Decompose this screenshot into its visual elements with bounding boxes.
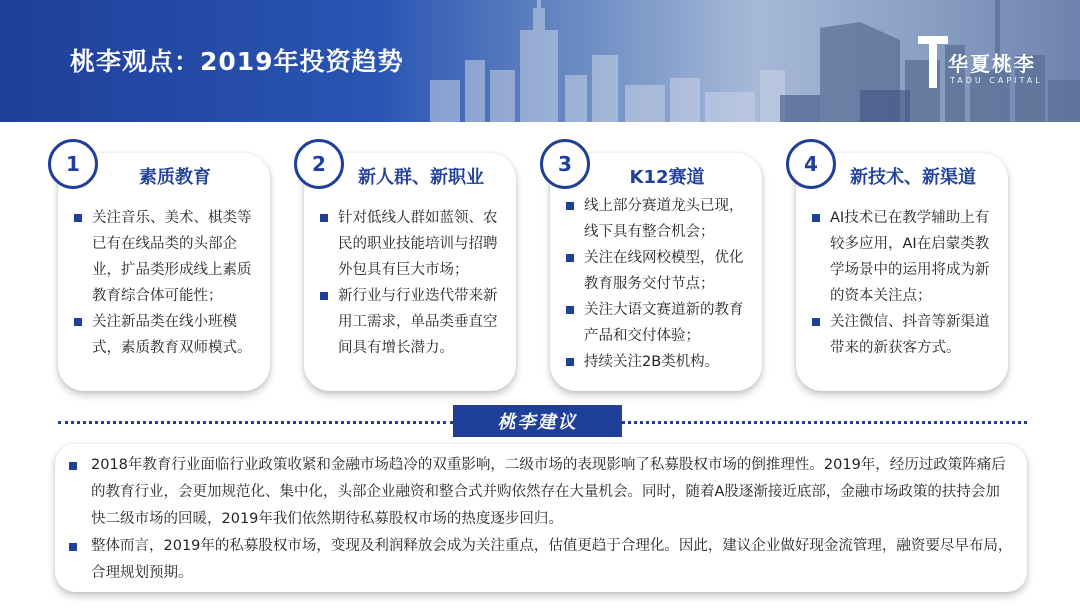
list-item: 关注微信、抖音等新渠道带来的新获客方式。	[810, 309, 1000, 361]
advice-section-label: 桃李建议	[453, 405, 622, 437]
trend-card-3	[550, 153, 762, 391]
list-item: AI技术已在教学辅助上有较多应用，AI在启蒙类教学场景中的运用将成为新的资本关注点；	[810, 205, 1000, 309]
list-item: 2018年教育行业面临行业政策收紧和金融市场趋冷的双重影响，二级市场的表现影响了私募股权市场的倒推理性。2019年，经历过政策阵痛后的教育行业，会更加规范化、集中化，头部企业融资和整合式并购依然存在大量机会。同时，随着A股逐渐接近底部，金融市场政策的扶持会加快二级市场的回暖，2019年我们依然期待私募股权市场的热度逐步回归。	[67, 452, 1013, 533]
header-banner	[0, 0, 1080, 122]
dotted-divider-left	[58, 421, 453, 424]
trend-card-2	[304, 153, 516, 391]
card-bullet-list	[72, 205, 262, 361]
card-number-badge: 4	[786, 139, 836, 189]
card-number-badge: 1	[48, 139, 98, 189]
card-title: 素质教育	[139, 167, 211, 188]
dotted-divider-right	[622, 421, 1027, 424]
list-item: 整体而言，2019年的私募股权市场，变现及利润释放会成为关注重点，估值更趋于合理化。因此，建议企业做好现金流管理，融资要尽早布局，合理规划预期。	[67, 533, 1013, 587]
list-item: 关注新品类在线小班模式，素质教育双师模式。	[72, 309, 262, 361]
list-item: 关注在线网校模型，优化教育服务交付节点；	[564, 245, 754, 297]
logo-subtitle: TADU CAPITAL	[950, 76, 1043, 85]
card-title: 新人群、新职业	[358, 167, 484, 188]
card-bullet-list	[810, 205, 1000, 361]
list-item: 新行业与行业迭代带来新用工需求，单品类垂直空间具有增长潜力。	[318, 283, 508, 361]
advice-panel	[55, 444, 1027, 592]
list-item: 关注大语文赛道新的教育产品和交付体验；	[564, 297, 754, 349]
list-item: 针对低线人群如蓝领、农民的职业技能培训与招聘外包具有巨大市场；	[318, 205, 508, 283]
card-bullet-list	[318, 205, 508, 361]
trend-card-4	[796, 153, 1008, 391]
card-number-badge: 3	[540, 139, 590, 189]
list-item: 关注音乐、美术、棋类等已有在线品类的头部企业，扩品类形成线上素质教育综合体可能性；	[72, 205, 262, 309]
company-logo	[918, 36, 1058, 96]
logo-t-icon	[918, 36, 948, 88]
list-item: 线上部分赛道龙头已现，线下具有整合机会；	[564, 193, 754, 245]
logo-name: 华夏桃李	[948, 52, 1036, 76]
card-bullet-list	[564, 193, 754, 375]
card-title: 新技术、新渠道	[850, 167, 976, 188]
trend-card-1	[58, 153, 270, 391]
card-title: K12赛道	[629, 167, 705, 188]
advice-bullet-list	[67, 452, 1013, 587]
list-item: 持续关注2B类机构。	[564, 349, 754, 375]
page-title: 桃李观点：2019年投资趋势	[70, 47, 404, 76]
card-number-badge: 2	[294, 139, 344, 189]
